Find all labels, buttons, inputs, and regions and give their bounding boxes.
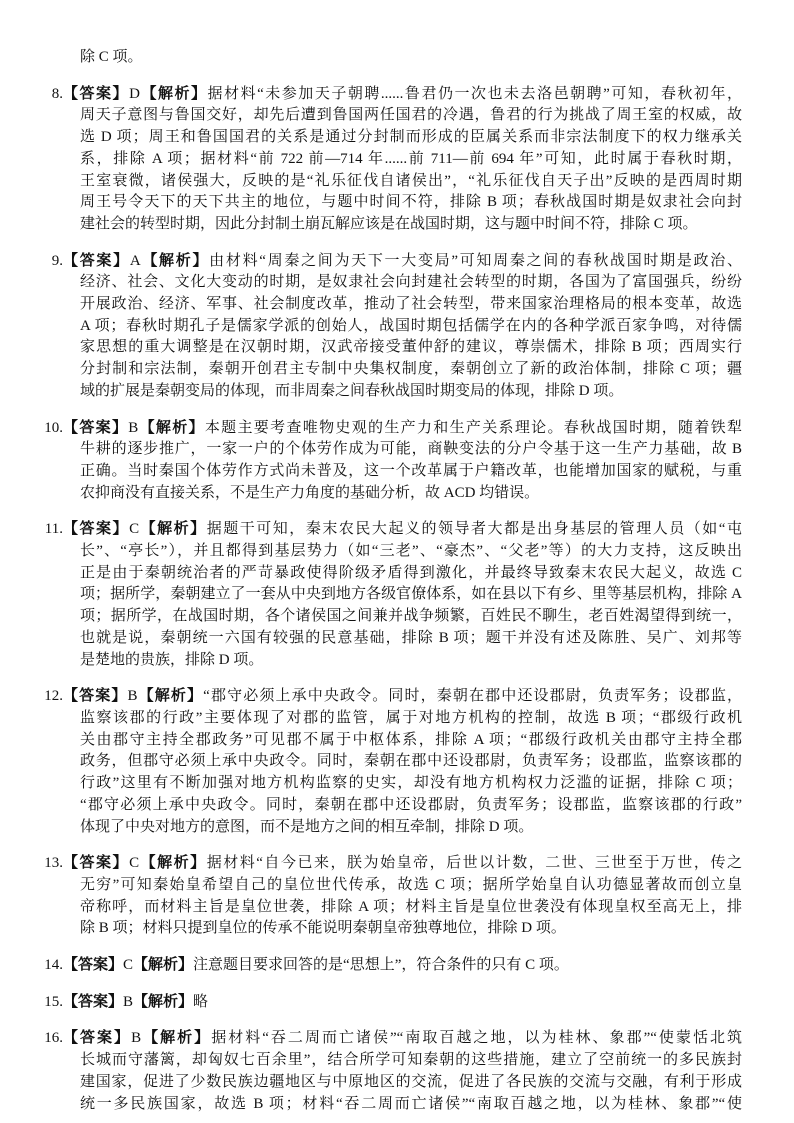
analysis-label: 【解析】 [141, 1030, 212, 1047]
answer-label: 【答案】 [63, 1030, 132, 1047]
analysis-line: 家思想的重大调整是在汉朝时期，汉武帝接受董仲舒的建议，尊崇儒术，排除 B 项；西周实行 [80, 339, 742, 356]
analysis-label: 【解析】 [133, 993, 194, 1010]
analysis-line: 关由郡守主持全郡政务”可见郡不属于中枢体系，排除 A 项；“郡级行政机关由郡守主持全郡 [80, 731, 742, 748]
answer-item-13 [0, 853, 794, 940]
analysis-text: 据材料“未参加天子朝聘......鲁君仍一次也未去洛邑朝聘”可知，春秋初年， [207, 85, 742, 102]
analysis-line [63, 251, 742, 273]
analysis-label: 【解析】 [139, 85, 208, 102]
analysis-line: 帝称呼，而材料主旨是皇位世袭，排除 A 项；材料主旨是皇位世袭没有体现皇权至高无上，排 [80, 898, 742, 915]
item-number: 15. [44, 993, 63, 1010]
answer-item-14 [0, 955, 794, 977]
analysis-line: 周天子意图与鲁国交好，却先后遭到鲁国两任国君的冷遇，鲁君的行为挑战了周王室的权威，故 [80, 107, 742, 124]
item-number: 8. [51, 85, 63, 102]
analysis-line: 无穷”可知秦始皇希望自己的皇位世代传承，故选 C 项；据所学始皇自认功德显著故而创立皇 [80, 876, 742, 893]
answer-label: 【答案】 [63, 521, 130, 538]
analysis-line: 正是由于秦朝统治者的严苛暴政使得阶级矛盾得到激化，并最终导致秦末农民大起义，故选 C [80, 564, 742, 581]
analysis-line: 建社会的转型时期，因此分封制土崩瓦解应该是在战国时期，这与题中时间不符，排除 C 项。 [80, 215, 698, 232]
answer-value: C [123, 957, 134, 974]
analysis-line: 牛耕的逐步推广，一家一户的个体劳作成为可能，商鞅变法的分户令基于这一生产力基础，故 B [80, 441, 742, 458]
answer-label: 【答案】 [63, 688, 128, 705]
analysis-line: 经济、社会、文化大变动的时期，是奴隶社会向封建社会转型的时期，各国为了富国强兵，纷纷 [80, 274, 742, 291]
analysis-line: 长城而守藩篱，却匈奴七百余里”，结合所学可知秦朝的这些措施，建立了空前统一的多民族封 [80, 1052, 742, 1069]
answer-item-8 [0, 84, 794, 236]
analysis-line [63, 992, 742, 1014]
item-number: 9. [51, 252, 63, 269]
analysis-line: 周王号令天下的天下共主的地位，与题中时间不符，排除 B 项；春秋战国时期是奴隶社会向封 [80, 194, 742, 211]
analysis-line: 项；据所学，在战国时期，各个诸侯国之间兼并战争频繁，百姓民不聊生，老百姓渴望得到统一， [80, 608, 742, 625]
analysis-line: 王室衰微，诸侯强大，反映的是“礼乐征伐自诸侯出”，“礼乐征伐自天子出”反映的是西周时期 [80, 172, 742, 189]
analysis-label: 【解析】 [137, 688, 204, 705]
analysis-line: 体现了中央对地方的意图，而不是地方之间的相互牵制，排除 D 项。 [80, 818, 534, 835]
analysis-label: 【解析】 [139, 521, 207, 538]
answer-value: C [129, 855, 140, 872]
analysis-line: 农抑商没有直接关系，不是生产力角度的基础分析，故 ACD 均错误。 [80, 484, 540, 501]
answer-label: 【答案】 [63, 957, 124, 974]
analysis-line: 也就是说，秦朝统一六国有较强的民意基础，排除 B 项；题干并没有述及陈胜、吴广、刘邦等 [80, 629, 742, 646]
answer-label: 【答案】 [63, 85, 130, 102]
analysis-line: 除 B 项；材料只提到皇位的传承不能说明秦朝皇帝独尊地位，排除 D 项。 [80, 920, 566, 937]
item-number: 12. [44, 688, 63, 705]
analysis-line [63, 955, 742, 977]
analysis-line: 分封制和宗法制，秦朝开创君主专制中央集权制度，秦朝创立了新的政治体制，排除 C 项；疆 [80, 361, 742, 378]
answer-item-16 [0, 1028, 794, 1115]
analysis-line: 政务，但郡守必须上承中央政令。同时，秦朝在郡中还设郡尉，负责军务；设郡监，监察该郡的 [80, 753, 742, 770]
item-number: 13. [44, 855, 63, 872]
analysis-label: 【解析】 [138, 419, 205, 436]
analysis-line: 建国家，促进了少数民族边疆地区与中原地区的交流，促进了各民族的交流与交融，有利于形成 [80, 1073, 742, 1090]
item-number: 10. [44, 419, 63, 436]
answer-value: C [129, 521, 140, 538]
analysis-line: 监察该郡的行政”主要体现了对郡的监管，属于对地方机构的控制，故选 B 项；“郡级行政机 [80, 709, 742, 726]
analysis-text: 据材料“自今已来，朕为始皇帝，后世以计数，二世、三世至于万世，传之 [206, 855, 742, 872]
answer-label: 【答案】 [63, 252, 130, 269]
analysis-line: 统一多民族国家，故选 B 项；材料“吞二周而亡诸侯”“南取百越之地，以为桂林、象郡”“使 [80, 1095, 742, 1112]
analysis-line [63, 418, 742, 440]
answer-label: 【答案】 [63, 993, 124, 1010]
analysis-label: 【解析】 [139, 855, 207, 872]
item-number: 16. [44, 1030, 63, 1047]
analysis-line: 行政”这里有不断加强对地方机构监察的史实，却没有地方机构权力泛滥的证据，排除 C 项； [80, 775, 742, 792]
answer-item-12 [0, 686, 794, 838]
analysis-line [63, 686, 742, 708]
answer-item-10 [0, 418, 794, 505]
analysis-line: 系，排除 A 项；据材料“前 722 前—714 年......前 711—前 694 年”可知，此时属于春秋时期， [80, 150, 742, 167]
analysis-text: “郡守必须上承中央政令。同时，秦朝在郡中还设郡尉，负责军务；设郡监， [203, 688, 742, 705]
analysis-label: 【解析】 [140, 252, 210, 269]
answer-value: B [131, 1030, 142, 1047]
analysis-line [63, 853, 742, 875]
answer-value: D [129, 85, 140, 102]
analysis-line: 开展政治、经济、军事、社会制度改革，推动了社会转型，带来国家治理格局的根本变革，故选 [80, 296, 742, 313]
analysis-line: 选 D 项；周王和鲁国国君的关系是通过分封制而形成的臣属关系而非宗法制度下的权力继承关 [80, 129, 742, 146]
analysis-line: 是楚地的贵族，排除 D 项。 [80, 651, 264, 668]
answer-value: B [128, 419, 139, 436]
item-number: 11. [44, 521, 63, 538]
analysis-text: 略 [193, 993, 209, 1010]
analysis-text: 由材料“周秦之间为天下一大变局”可知周秦之间的春秋战国时期是政治、 [209, 252, 742, 269]
answer-item-15 [0, 992, 794, 1014]
answer-item-11 [0, 519, 794, 671]
item-number: 14. [44, 957, 63, 974]
analysis-line [63, 84, 742, 106]
analysis-line [63, 1028, 742, 1050]
analysis-text: 据题干可知，秦末农民大起义的领导者大都是出身基层的管理人员（如“屯 [206, 521, 742, 538]
analysis-line: 正确。当时秦国个体劳作方式尚未普及，这一个改革属于户籍改革，也能增加国家的赋税，与重 [80, 462, 742, 479]
answer-label: 【答案】 [63, 855, 130, 872]
analysis-text: 本题主要考查唯物史观的生产力和生产关系理论。春秋战国时期，随着铁犁 [204, 419, 742, 436]
analysis-text: 据材料“吞二周而亡诸侯”“南取百越之地，以为桂林、象郡”“使蒙恬北筑 [211, 1030, 742, 1047]
answer-value: B [127, 688, 138, 705]
analysis-line: “郡守必须上承中央政令。同时，秦朝在郡中还设郡尉，负责军务；设郡监，监察该郡的行政” [80, 796, 742, 813]
answer-label: 【答案】 [63, 419, 129, 436]
answer-item-9 [0, 251, 794, 403]
analysis-line: A 项；春秋时期孔子是儒家学派的创始人，战国时期包括儒学在内的各种学派百家争鸣，对待儒 [80, 317, 742, 334]
analysis-label: 【解析】 [133, 957, 194, 974]
analysis-line: 域的扩展是秦朝变局的体现，而非周秦之间春秋战国时期变局的体现，排除 D 项。 [80, 382, 624, 399]
continued-text-line: 除 C 项。 [80, 49, 143, 65]
analysis-line: 项；据所学，秦朝建立了一套从中央到地方各级官僚体系，如在县以下有乡、里等基层机构，排除 A [80, 586, 742, 603]
analysis-text: 注意题目要求回答的是“思想上”，符合条件的只有 C 项。 [193, 957, 569, 974]
answer-value: A [129, 252, 141, 269]
answer-value: B [123, 993, 134, 1010]
analysis-line: 长”、“亭长”），并且都得到基层势力（如“三老”、“豪杰”、“父老”等）的大力支持，这反映出 [80, 543, 742, 560]
analysis-line [63, 519, 742, 541]
